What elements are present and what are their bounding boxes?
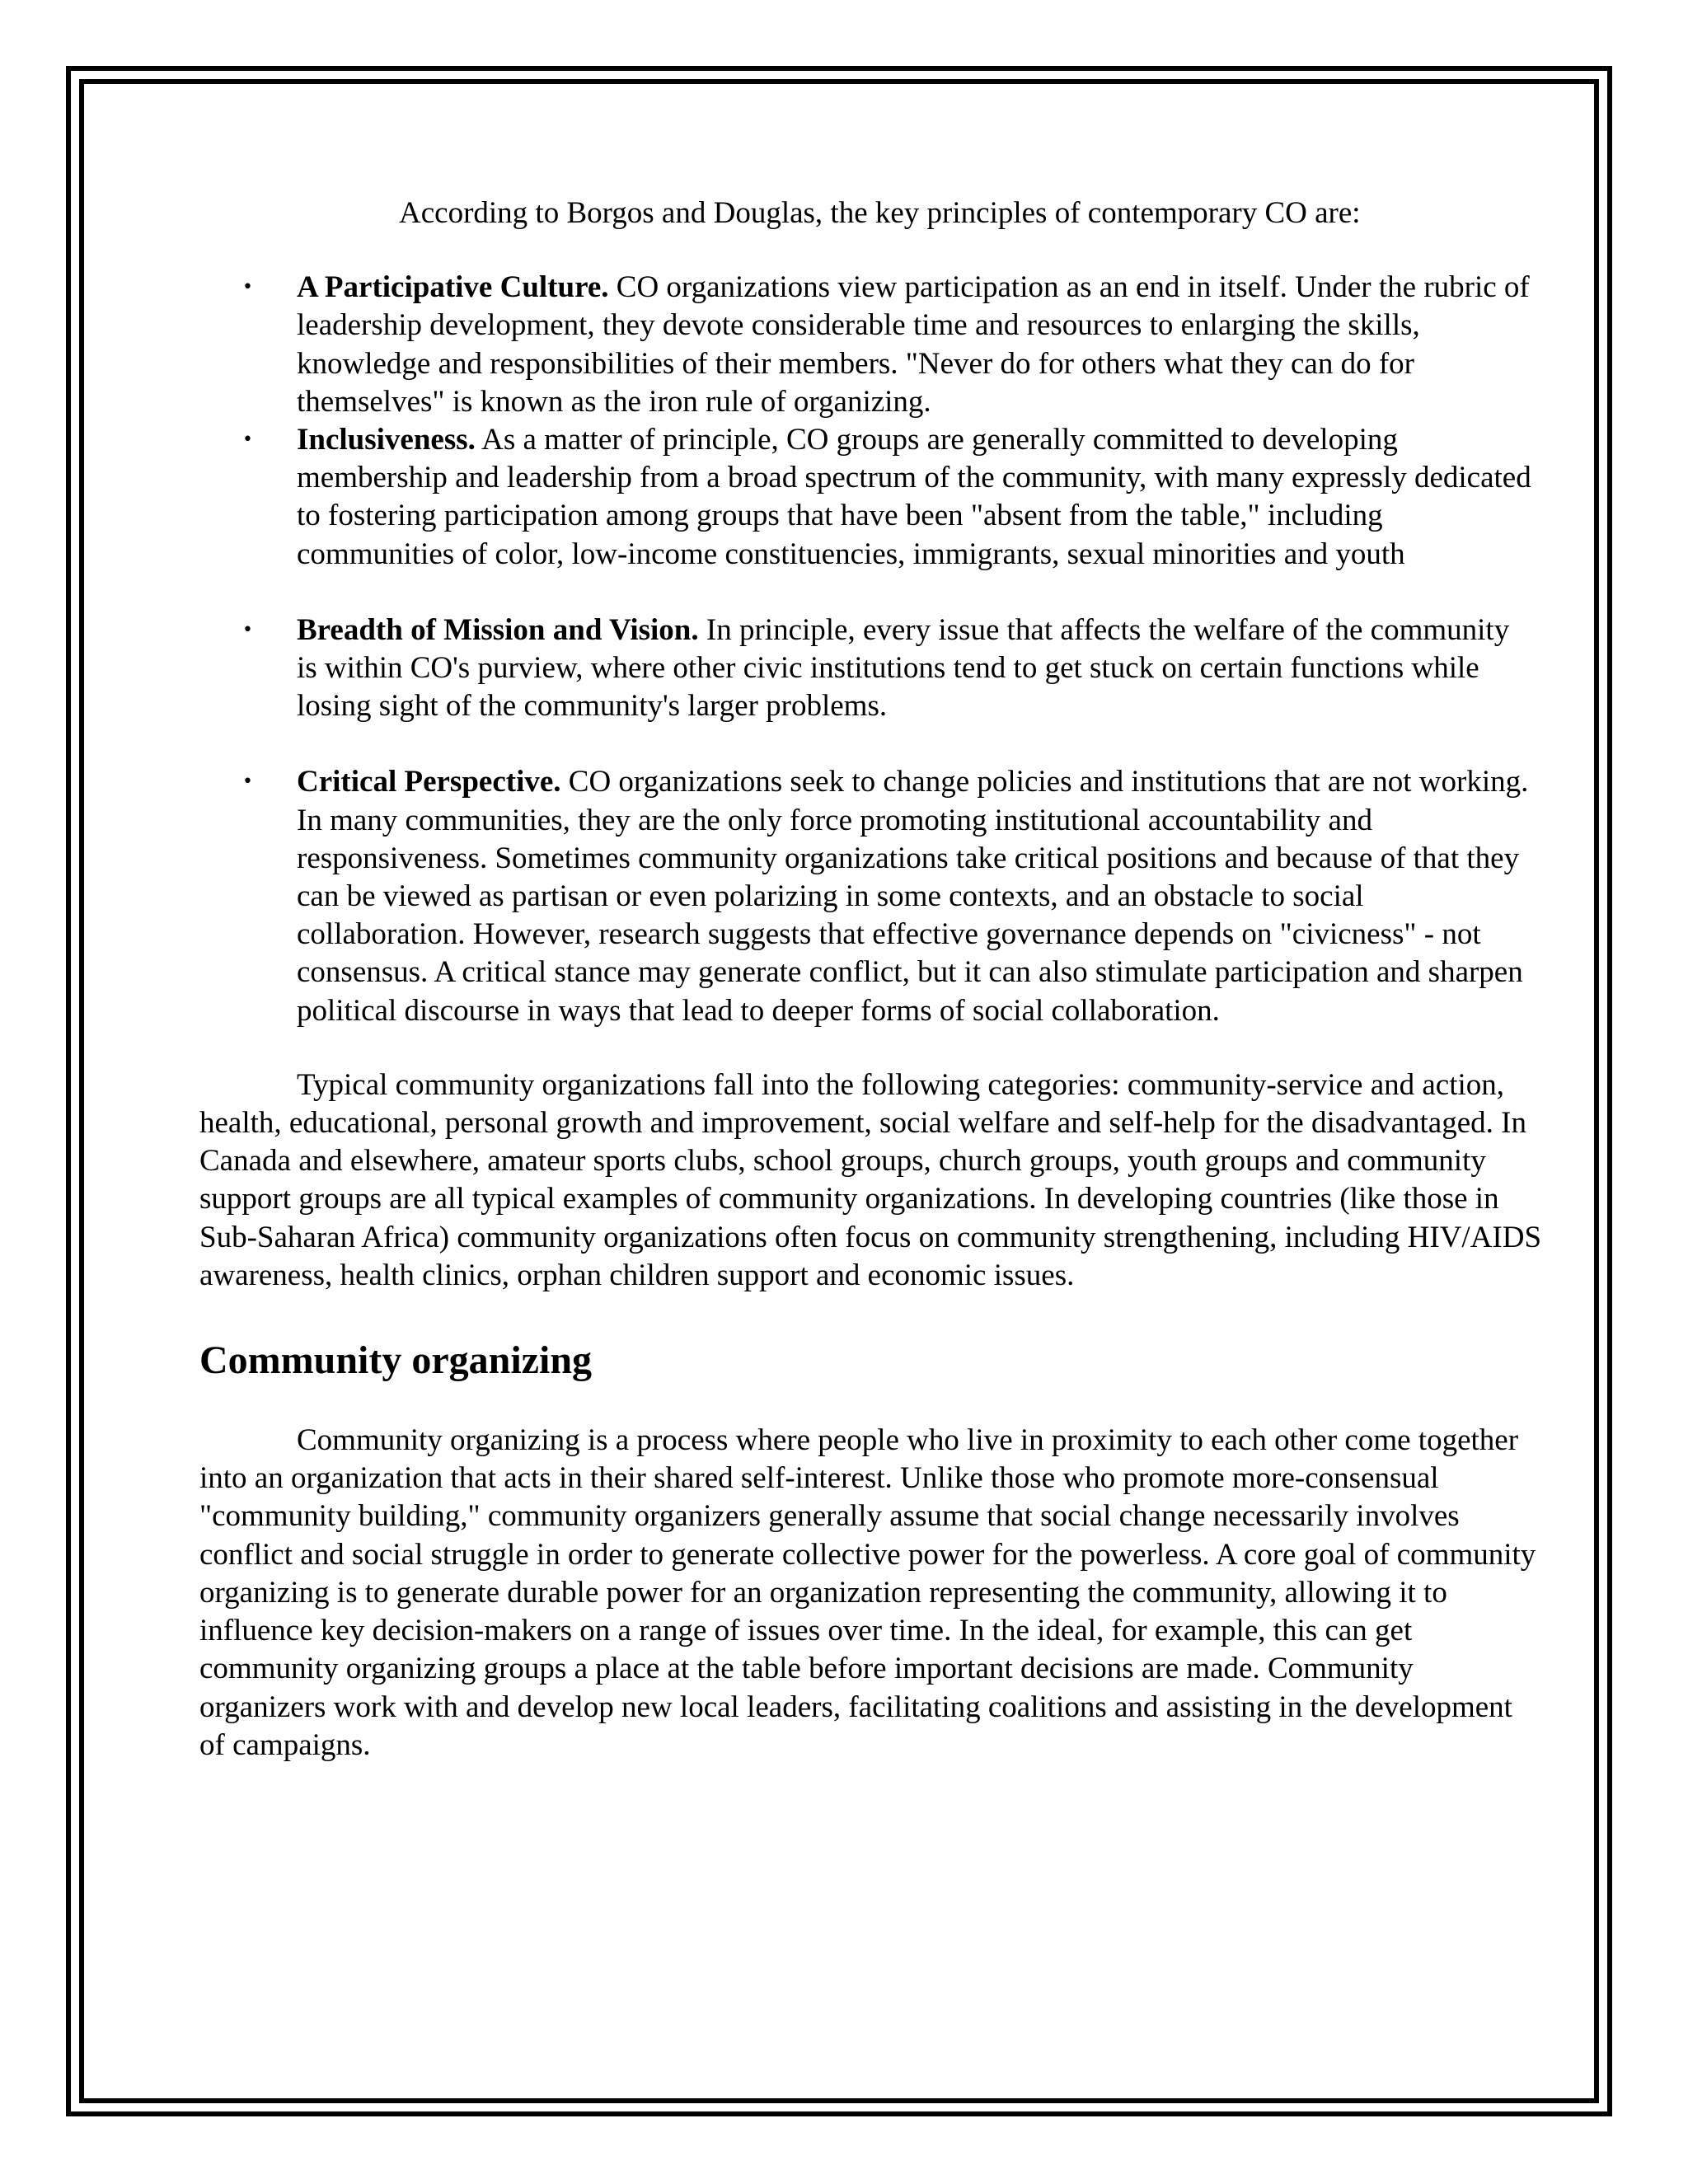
principle-text: In principle, every issue that affects the welfare of the community is within CO's purview, where other civic institutions tend to get stuck on certain functions while losing sight of the community's larger problems. [297,612,1510,724]
principle-term: Critical Perspective. [297,765,561,799]
principle-text: As a matter of principle, CO groups are generally committed to developing membership and leadership from a broad spectrum of the community, with many expressly dedicated to fostering participation among groups that have been "absent from the table," including communities of color, low-income constituencies, immigrants, sexual minorities and youth [297,423,1531,571]
principle-term: Inclusiveness. [297,423,476,457]
principle-text: CO organizations seek to change policies and institutions that are not working. In many communities, they are the only force promoting institutional accountability and responsiveness. Sometimes community organizations take critical positions and because of that they can be viewed as partisan or even polarizing in some contexts, and an obstacle to social collaboration. However, research suggests that effective governance depends on "civicness" - not consensus. A critical stance may generate conflict, but it can also stimulate participation and sharpen political discourse in ways that lead to deeper forms of social collaboration. [297,765,1529,1028]
principle-text: CO organizations view participation as an end in itself. Under the rubric of leadership development, they devote considerable time and resources to enlarging the skills, knowledge and responsibilities of their members. "Never do for others what they can do for themselves" is known as the iron rule of organizing. [297,270,1530,419]
principle-term: Breadth of Mission and Vision. [297,612,699,647]
principles-list [199,269,1543,1030]
bullet-icon: • [242,429,253,451]
intro-line: According to Borgos and Douglas, the key principles of contemporary CO are: [399,196,1361,230]
bullet-icon: • [242,277,253,298]
paragraph-community-organizing: Community organizing is a process where people who live in proximity to each other come together into an organization that acts in their shared self-interest. Unlike those who promote more-consensual "community building," community organizers generally assume that social change necessarily involves conflict and social struggle in order to generate collective power for the powerless. A core goal of community organizing is to generate durable power for an organization representing the community, allowing it to influence key decision-makers on a range of issues over time. In the ideal, for example, this can get community organizing groups a place at the table before important decisions are made. Community organizers work with and develop new local leaders, facilitating coalitions and assisting in the development of campaigns. [199,1423,1536,1762]
paragraph-typical-organizations: Typical community organizations fall into the following categories: community-service and action, health, educational, personal growth and improvement, social welfare and self-help for the disadvantaged. In Canada and elsewhere, amateur sports clubs, school groups, church groups, youth groups and community support groups are all typical examples of community organizations. In developing countries (like those in Sub-Saharan Africa) community organizations often focus on community strengthening, including HIV/AIDS awareness, health clinics, orphan children support and economic issues. [199,1067,1542,1292]
section-heading: Community organizing [199,1338,593,1383]
list-item [199,612,1543,726]
list-item [199,763,1543,1029]
principle-term: A Participative Culture. [297,270,609,305]
document-body [199,194,1543,1765]
list-item [199,421,1543,574]
list-item [199,269,1543,421]
bullet-icon: • [242,619,253,640]
bullet-icon: • [242,771,253,793]
